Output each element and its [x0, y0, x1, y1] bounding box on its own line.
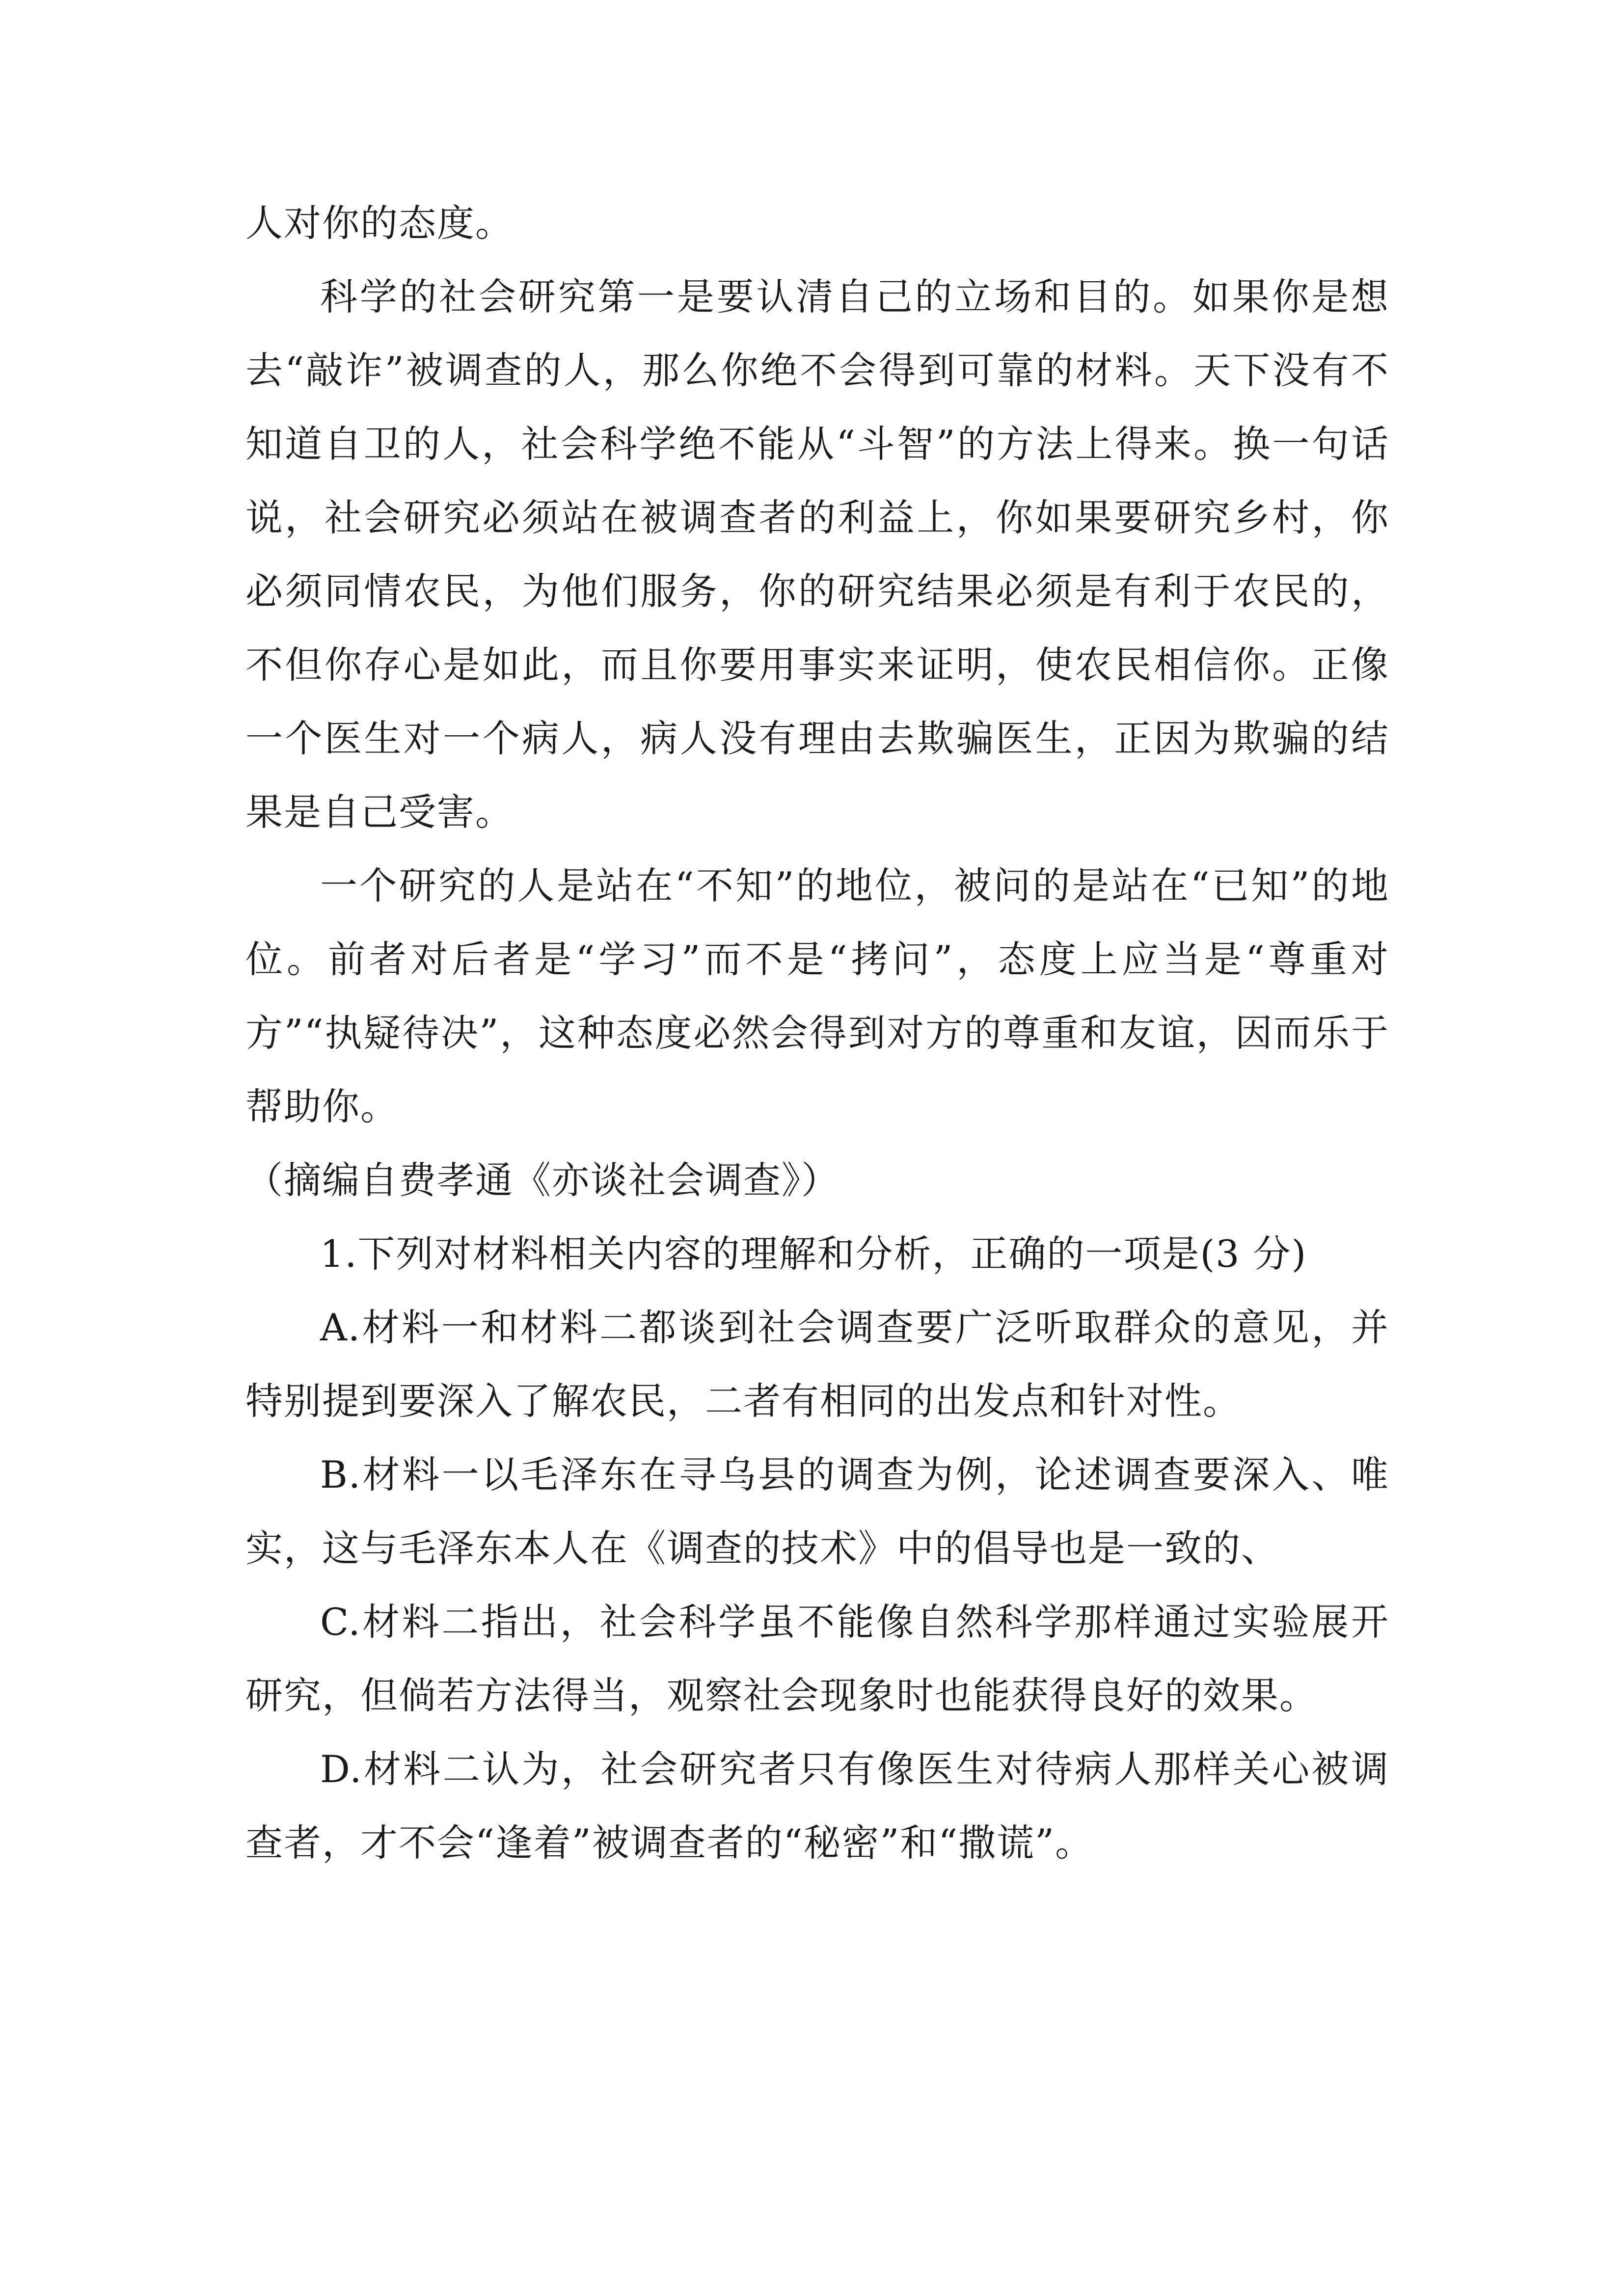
paragraph-stance: 科学的社会研究第一是要认清自己的立场和目的。如果你是想去“敲诈”被调查的人，那么你绝不会得到可靠的材料。天下没有不知道自卫的人，社会科学绝不能从“斗智”的方法上得来。换一句话说，社会研究必须站在被调查者的利益上，你如果要研究乡村，你必须同情农民，为他们服务，你的研究结果必须是有利于农民的，不但你存心是如此，而且你要用事实来证明，使农民相信你。正像一个医生对一个病人，病人没有理由去欺骗医生，正因为欺骗的结果是自己受害。	[245, 275, 1389, 834]
source-citation: （摘编自费孝通《亦谈社会调查》）	[245, 1158, 839, 1202]
option-d: D.材料二认为，社会研究者只有像医生对待病人那样关心被调查者，才不会“逢着”被调查者的“秘密”和“撒谎”。	[245, 1747, 1389, 1865]
option-b: B.材料一以毛泽东在寻乌县的调查为例，论述调查要深入、唯实，这与毛泽东本人在《调查的技术》中的倡导也是一致的、	[245, 1453, 1389, 1570]
document-body	[245, 187, 1389, 1880]
option-a: A.材料一和材料二都谈到社会调查要广泛听取群众的意见，并特别提到要深入了解农民，二者有相同的出发点和针对性。	[245, 1306, 1389, 1423]
question-stem: 1.下列对材料相关内容的理解和分析，正确的一项是(3 分)	[320, 1232, 1307, 1276]
option-c: C.材料二指出，社会科学虽不能像自然科学那样通过实验展开研究，但倘若方法得当，观察社会现象时也能获得良好的效果。	[245, 1600, 1389, 1717]
paragraph-continuation: 人对你的态度。	[245, 201, 514, 245]
paragraph-attitude: 一个研究的人是站在“不知”的地位，被问的是站在“已知”的地位。前者对后者是“学习”而不是“拷问”，态度上应当是“尊重对方”“执疑待决”，这种态度必然会得到对方的尊重和友谊，因而乐于帮助你。	[245, 864, 1389, 1128]
